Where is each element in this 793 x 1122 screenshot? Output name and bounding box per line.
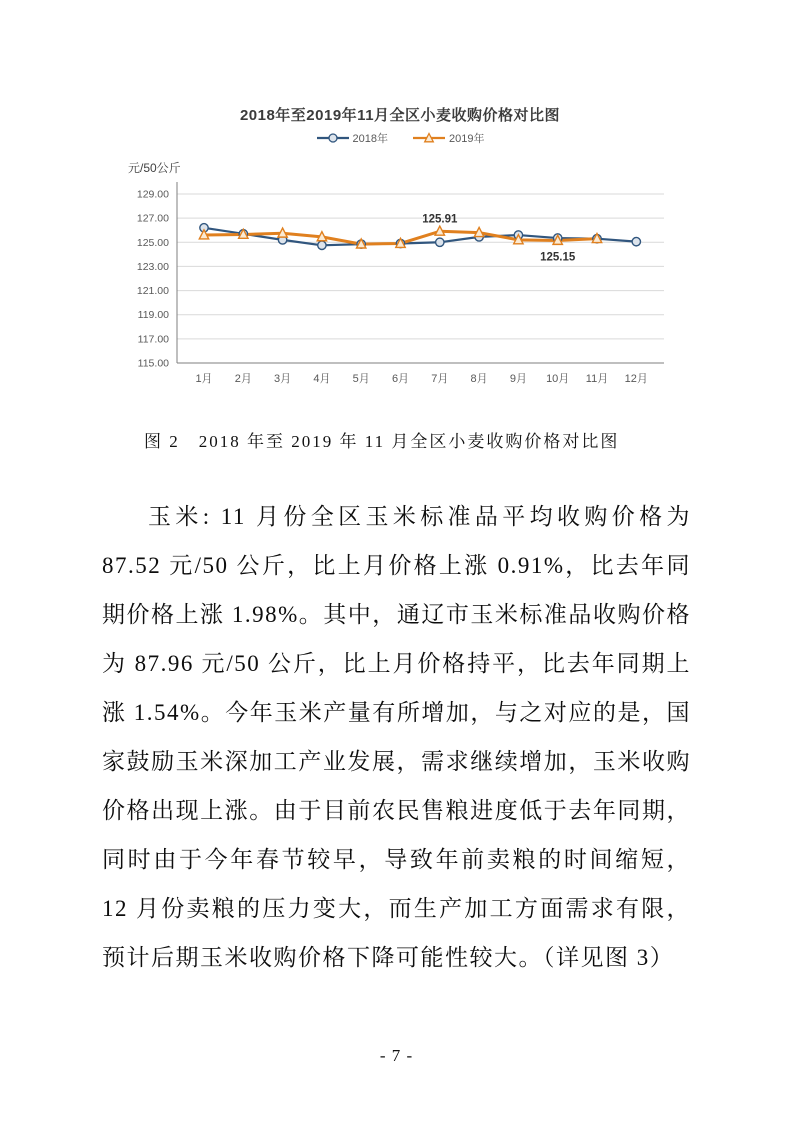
svg-text:12月: 12月: [624, 373, 648, 385]
svg-text:125.00: 125.00: [136, 236, 169, 249]
svg-text:1月: 1月: [195, 373, 213, 385]
y-axis-unit-label: 元/50公斤: [128, 161, 181, 175]
svg-text:127.00: 127.00: [136, 212, 169, 225]
svg-text:125.91: 125.91: [422, 213, 458, 226]
svg-text:7月: 7月: [431, 373, 449, 385]
chart-legend: [128, 130, 672, 146]
svg-text:11月: 11月: [585, 373, 609, 385]
legend-circle-marker-icon: [316, 132, 350, 144]
svg-text:115.00: 115.00: [137, 357, 169, 370]
legend-triangle-marker-icon: [412, 132, 446, 144]
chart-title: 2018年至2019年11月全区小麦收购价格对比图: [239, 107, 561, 124]
svg-text:8月: 8月: [470, 373, 488, 385]
corn-price-paragraph: 玉米: 11 月份全区玉米标准品平均收购价格为 87.52 元/50 公斤，比上月价格上涨 0.91%，比去年同期价格上涨 1.98%。其中，通辽市玉米标准品收购价格为 87.96 元/50 公斤，比上月价格持平，比去年同期上涨 1.54%。今年玉米产量有所增加，与之对应的是，国家鼓励玉米深加工产业发展，需求继续增加，玉米收购价格出现上涨。由于目前农民售粮进度低于去年同期，同时由于今年春节较早，导致年前卖粮的时间缩短，12 月份卖粮的压力变大，而生产加工方面需求有限，预计后期玉米收购价格下降可能性较大。（详见图 3）: [102, 504, 691, 970]
svg-text:3月: 3月: [274, 373, 292, 385]
svg-text:119.00: 119.00: [137, 309, 169, 322]
legend-label: 2018年: [352, 133, 388, 145]
legend-item-2019年: [412, 130, 484, 146]
legend-label: 2019年: [449, 133, 485, 145]
svg-text:5月: 5月: [352, 373, 370, 385]
svg-text:117.00: 117.00: [137, 333, 169, 346]
svg-text:123.00: 123.00: [136, 260, 169, 273]
wheat-price-chart-svg: [128, 178, 672, 394]
svg-text:2月: 2月: [234, 373, 252, 385]
svg-text:10月: 10月: [546, 373, 570, 385]
svg-text:125.15: 125.15: [540, 251, 576, 264]
wheat-price-figure: [128, 104, 672, 394]
svg-text:4月: 4月: [313, 373, 331, 385]
legend-item-2018年: [316, 130, 388, 146]
figure-caption: 图 2 2018 年至 2019 年 11 月全区小麦收购价格对比图: [144, 432, 620, 451]
svg-text:121.00: 121.00: [136, 285, 169, 298]
svg-text:129.00: 129.00: [136, 188, 169, 201]
svg-text:6月: 6月: [391, 373, 410, 385]
page-number: - 7 -: [379, 1046, 414, 1065]
svg-text:9月: 9月: [509, 373, 527, 385]
